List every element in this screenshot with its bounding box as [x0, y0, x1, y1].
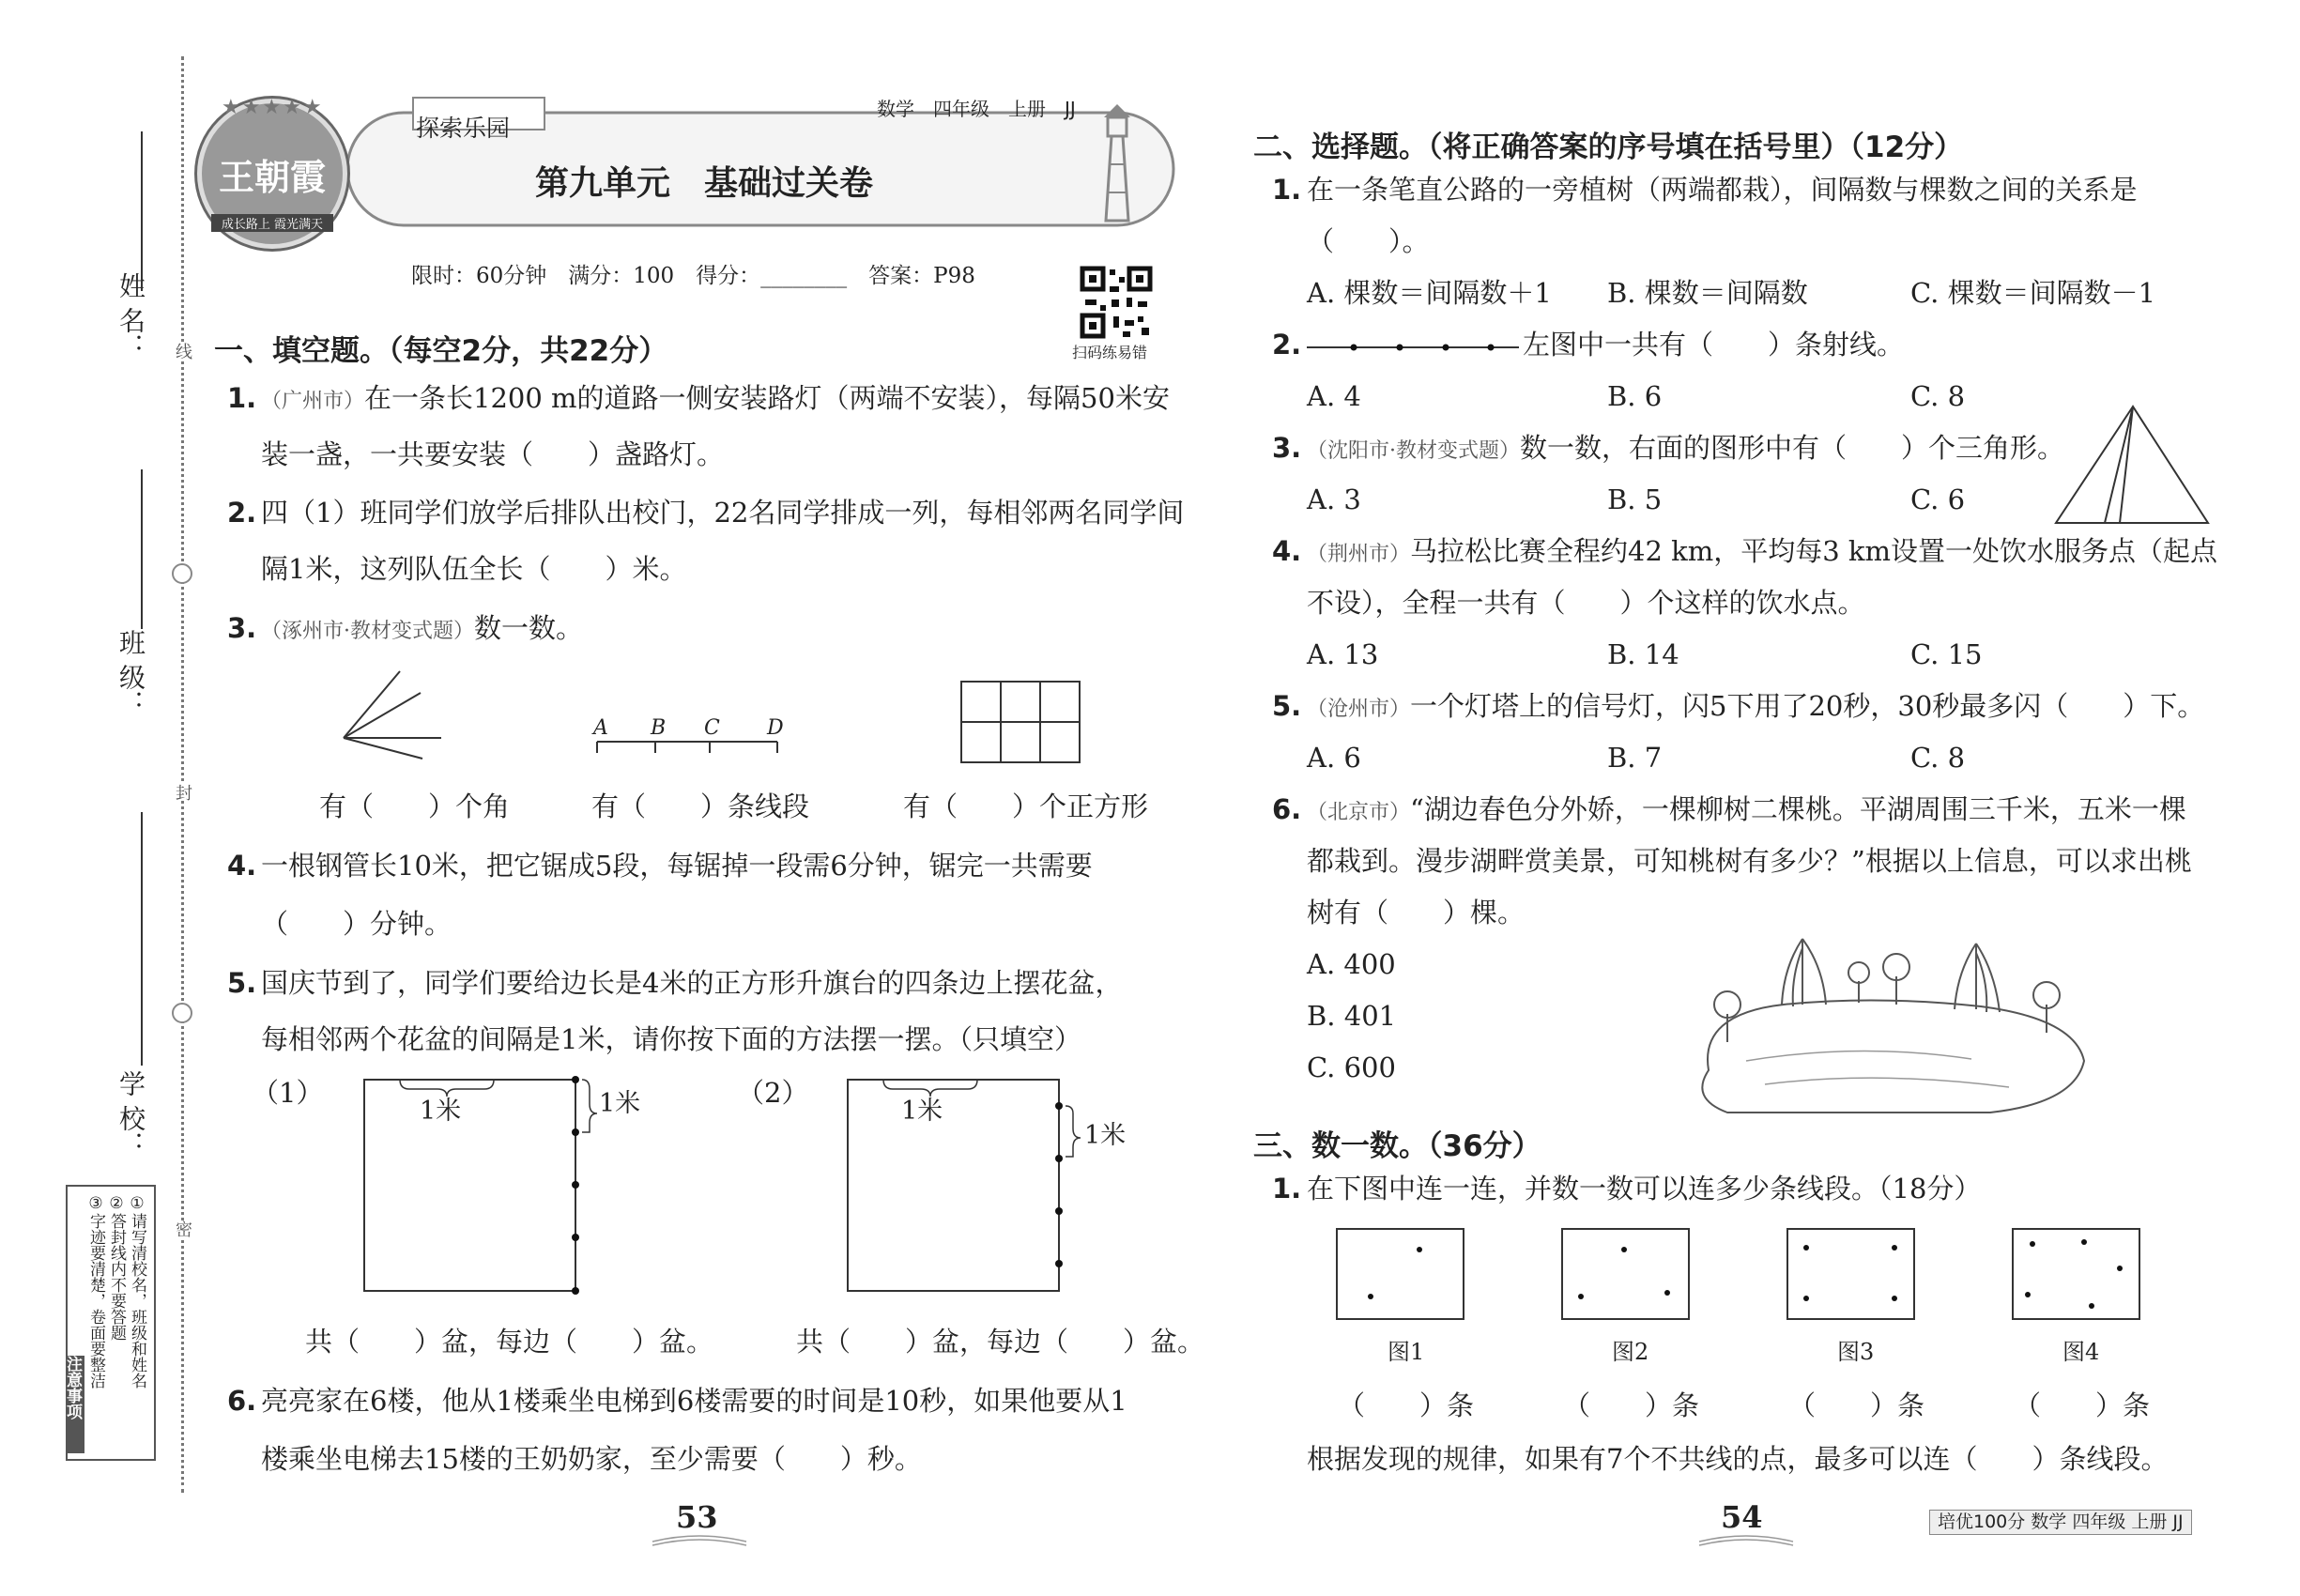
point-label: A — [593, 716, 608, 740]
choice-3-option-b[interactable]: B. 5 — [1607, 483, 1663, 515]
choice-5-option-b[interactable]: B. 7 — [1607, 742, 1663, 774]
choice-4-option-b[interactable]: B. 14 — [1607, 638, 1679, 670]
section-3-title: 三、数一数。（36分） — [1253, 1129, 1541, 1163]
choice-6-line-1: （北京市）“湖边春色分外娇，一棵柳树二棵桃。平湖周围三千米，五米一棵 — [1307, 793, 2186, 825]
choice-6-option-b[interactable]: B. 401 — [1307, 1000, 1397, 1032]
question-2-line-1: 四（1）班同学们放学后排队出校门，22名同学排成一列，每相邻两名同学间 — [261, 497, 1185, 529]
figure-label: 图4 — [2062, 1339, 2100, 1365]
question-6-line-2: 楼乘坐电梯去15楼的王奶奶家，至少需要（ ）秒。 — [261, 1443, 922, 1475]
figure-2-answer[interactable]: （ ）条 — [1563, 1389, 1700, 1421]
qr-code-icon[interactable] — [1080, 266, 1153, 339]
point-label: D — [767, 716, 784, 740]
question-1-line-1: （广州市）在一条长1200 m的道路一侧安装路灯（两端不安装），每隔50米安 — [261, 382, 1170, 414]
figure-3-answer[interactable]: （ ）条 — [1788, 1389, 1925, 1421]
flower-square-1 — [357, 1070, 641, 1305]
question-6-line-1: 亮亮家在6楼，他从1楼乘坐电梯到6楼需要的时间是10秒，如果他要从1 — [261, 1385, 1127, 1417]
page-title: 第九单元 基础过关卷 — [535, 164, 874, 203]
figure-label: 图3 — [1837, 1339, 1875, 1365]
school-field[interactable] — [141, 812, 143, 1066]
choice-3-option-a[interactable]: A. 3 — [1307, 483, 1361, 515]
choice-2-option-a[interactable]: A. 4 — [1307, 380, 1361, 412]
header-meta: 数学 四年级 上册 JJ — [877, 98, 1076, 120]
binding-dotted-line — [181, 56, 184, 1493]
page-ornament — [1694, 1532, 1798, 1551]
square-grid-figure — [956, 676, 1087, 770]
section-1-title: 一、填空题。（每空2分，共22分） — [214, 334, 668, 368]
binding-hole-icon — [172, 563, 192, 584]
question-2-line-2: 隔1米，这列队伍全长（ ）米。 — [261, 553, 687, 585]
q5-number: 5. — [227, 967, 257, 999]
notice-item: ②答封线内不要答题 — [107, 1194, 126, 1341]
unit-label: 1米 — [599, 1089, 641, 1118]
header-tag: 探索乐园 — [416, 115, 511, 142]
choice-4-option-a[interactable]: A. 13 — [1307, 638, 1379, 670]
line-segment-figure — [590, 714, 787, 760]
choice-2-option-b[interactable]: B. 6 — [1607, 380, 1663, 412]
footer-series: 培优100分 数学 四年级 上册 JJ — [1929, 1510, 2192, 1535]
choice-4-line-1: （荆州市）马拉松比赛全程约42 km，平均每3 km设置一处饮水服务点（起点 — [1307, 535, 2217, 567]
page-ornament — [648, 1532, 751, 1551]
choice-2-text[interactable]: 左图中一共有（ ）条射线。 — [1523, 329, 1905, 361]
lake-trees-illustration — [1671, 901, 2112, 1117]
lighthouse-icon — [1080, 99, 1155, 230]
page-number-right: 54 — [1721, 1499, 1763, 1535]
choice-4-option-c[interactable]: C. 15 — [1910, 638, 1983, 670]
question-5-line-2: 每相邻两个花盆的间隔是1米，请你按下面的方法摆一摆。（只填空） — [261, 1023, 1081, 1055]
line-char-mi: 密 — [170, 1220, 194, 1237]
logo-slogan: 成长路上 霞光满天 — [211, 214, 333, 232]
choice-6-option-c[interactable]: C. 600 — [1307, 1051, 1396, 1083]
count-1-text: 在下图中连一连，并数一数可以连多少条线段。（18分） — [1307, 1173, 1982, 1205]
question-5-line-1: 国庆节到了，同学们要给边长是4米的正方形升旗台的四条边上摆花盆， — [261, 967, 1123, 999]
choice-5-option-a[interactable]: A. 6 — [1307, 742, 1361, 774]
ray-points-figure — [1305, 333, 1521, 361]
q5-part-1-label: （1） — [252, 1077, 324, 1109]
q5-answer-2[interactable]: 共（ ）盆，每边（ ）盆。 — [796, 1326, 1205, 1358]
logo-badge — [197, 99, 347, 249]
unit-label: 1米 — [1084, 1121, 1127, 1150]
class-field[interactable] — [141, 469, 143, 629]
angle-rays-figure — [338, 667, 451, 770]
dot-figures — [1333, 1225, 2159, 1328]
c1-number: 1. — [1272, 174, 1302, 206]
choice-1-line-2[interactable]: （ ）。 — [1307, 225, 1430, 257]
figure-1-answer[interactable]: （ ）条 — [1338, 1389, 1475, 1421]
q3-number: 3. — [227, 612, 257, 644]
q3-answer-angles[interactable]: 有（ ）个角 — [319, 790, 511, 822]
name-label: 姓 名： — [115, 272, 146, 360]
logo-text: 王朝霞 — [218, 156, 326, 198]
name-field[interactable] — [141, 131, 143, 291]
q5-part-2-label: （2） — [737, 1077, 809, 1109]
choice-2-option-c[interactable]: C. 8 — [1910, 380, 1966, 412]
notice-title: 注意事项 — [66, 1356, 84, 1453]
class-label: 班 级： — [115, 629, 146, 716]
choice-6-line-2: 都栽到。漫步湖畔赏美景，可知桃树有多少？”根据以上信息，可以求出桃 — [1307, 845, 2192, 877]
figure-label: 图1 — [1388, 1339, 1425, 1365]
unit-label: 1米 — [420, 1097, 462, 1126]
q4-number: 4. — [227, 850, 257, 882]
flower-square-2 — [840, 1070, 1122, 1305]
choice-6-option-a[interactable]: A. 400 — [1307, 948, 1396, 980]
choice-5-option-c[interactable]: C. 8 — [1910, 742, 1966, 774]
c6-number: 6. — [1272, 793, 1302, 825]
q2-number: 2. — [227, 497, 257, 529]
figure-label: 图2 — [1612, 1339, 1649, 1365]
point-label: B — [651, 716, 667, 740]
point-label: C — [704, 716, 720, 740]
choice-5-text[interactable]: （沧州市）一个灯塔上的信号灯，闪5下用了20秒，30秒最多闪（ ）下。 — [1307, 690, 2205, 722]
s1-number: 1. — [1272, 1173, 1302, 1205]
section-2-title: 二、选择题。（将正确答案的序号填在括号里）（12分） — [1253, 130, 1964, 164]
school-label: 学 校： — [115, 1070, 146, 1158]
q1-number: 1. — [227, 382, 257, 414]
figure-4-answer[interactable]: （ ）条 — [2014, 1389, 2151, 1421]
notice-item: ③字迹要清楚，卷面要整洁 — [86, 1194, 105, 1389]
question-3-line-1: （涿州市·教材变式题）数一数。 — [261, 612, 584, 644]
c4-number: 4. — [1272, 535, 1302, 567]
line-char-feng: 封 — [170, 784, 194, 801]
binding-hole-icon — [172, 1003, 192, 1023]
choice-1-option-c[interactable]: C. 棵数＝间隔数－1 — [1910, 277, 2156, 309]
choice-4-line-2[interactable]: 不设），全程一共有（ ）个这样的饮水点。 — [1307, 587, 1865, 619]
line-char-xian: 线 — [170, 343, 194, 360]
choice-1-line-1: 在一条笔直公路的一旁植树（两端都栽），间隔数与棵数之间的关系是 — [1307, 174, 2138, 206]
q6-number: 6. — [227, 1385, 257, 1417]
logo-stars: ★★★★★ — [222, 96, 324, 119]
choice-1-option-a[interactable]: A. 棵数＝间隔数＋1 — [1307, 277, 1552, 309]
triangle-figure — [2047, 399, 2216, 530]
choice-3-text[interactable]: （沈阳市·教材变式题）数一数，右面的图形中有（ ）个三角形。 — [1307, 432, 2065, 464]
choice-1-option-b[interactable]: B. 棵数＝间隔数 — [1607, 277, 1808, 309]
c5-number: 5. — [1272, 690, 1302, 722]
q5-answer-1[interactable]: 共（ ）盆，每边（ ）盆。 — [305, 1326, 714, 1358]
question-1-line-2: 装一盏，一共要安装（ ）盏路灯。 — [261, 438, 725, 470]
choice-3-option-c[interactable]: C. 6 — [1910, 483, 1966, 515]
count-rule-text[interactable]: 根据发现的规律，如果有7个不共线的点，最多可以连（ ）条线段。 — [1307, 1443, 2169, 1475]
exam-info: 限时：60分钟 满分：100 得分：________ 答案：P98 — [411, 264, 975, 288]
question-4-line-2: （ ）分钟。 — [261, 908, 452, 940]
qr-label: 扫码练易错 — [1072, 344, 1148, 361]
notice-item: ①请写清校名，班级和姓名 — [128, 1194, 146, 1389]
c2-number: 2. — [1272, 329, 1302, 361]
q3-answer-squares[interactable]: 有（ ）个正方形 — [903, 790, 1149, 822]
choice-6-line-3[interactable]: 树有（ ）棵。 — [1307, 897, 1526, 928]
q3-answer-segments[interactable]: 有（ ）条线段 — [591, 790, 810, 822]
unit-label: 1米 — [901, 1097, 943, 1126]
page-number-left: 53 — [676, 1499, 718, 1535]
notice-box — [63, 1185, 156, 1461]
question-4-line-1: 一根钢管长10米，把它锯成5段，每锯掉一段需6分钟，锯完一共需要 — [261, 850, 1093, 882]
c3-number: 3. — [1272, 432, 1302, 464]
